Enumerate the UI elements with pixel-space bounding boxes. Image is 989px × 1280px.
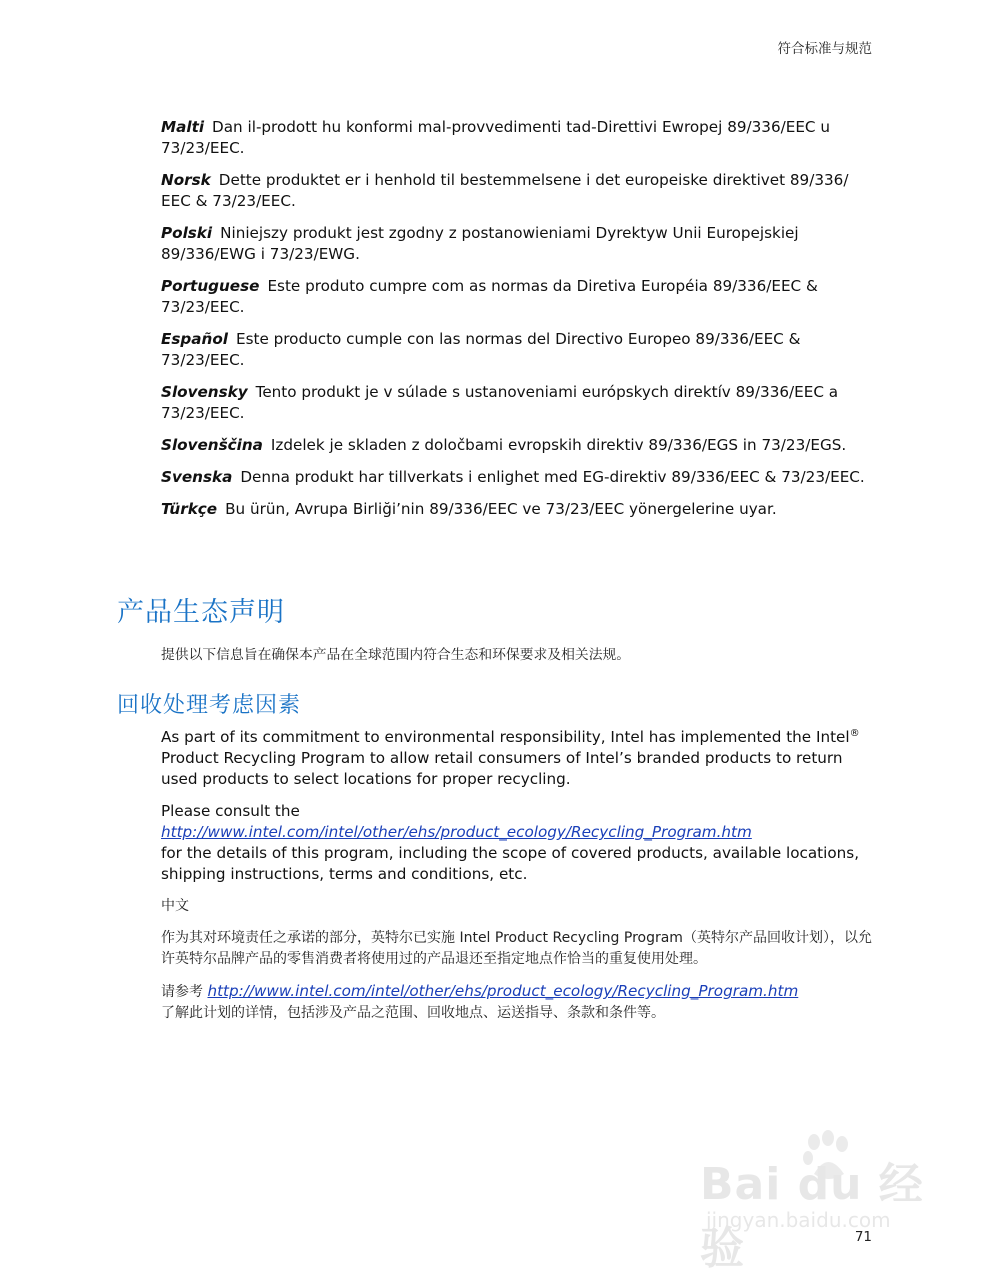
chinese-label: 中文 bbox=[161, 898, 189, 914]
lang-name: Slovenščina bbox=[161, 436, 263, 454]
header-title: 符合标准与规范 bbox=[777, 41, 872, 57]
lang-text: Dan il-prodott hu konformi mal-provvedimenti tad-Direttivi Ewropej 89/336/EEC u 73/23/EEC. bbox=[161, 118, 830, 157]
lang-espanol bbox=[161, 329, 876, 371]
lang-name: Polski bbox=[161, 224, 213, 242]
recycling-program-link-cn[interactable]: http://www.intel.com/intel/other/ehs/product_ecology/Recycling_Program.htm bbox=[207, 982, 799, 1000]
eco-heading: 产品生态声明 bbox=[117, 597, 285, 628]
lang-slovensky bbox=[161, 382, 876, 424]
lang-name: Türkçe bbox=[161, 500, 218, 518]
lang-norsk bbox=[161, 170, 876, 212]
lang-portuguese bbox=[161, 276, 876, 318]
lang-malti bbox=[161, 117, 876, 159]
recycling-para-1 bbox=[161, 727, 876, 790]
lang-name: Svenska bbox=[161, 468, 233, 486]
lang-name: Malti bbox=[161, 118, 205, 136]
lang-text: Denna produkt har tillverkats i enlighet med EG-direktiv 89/336/EEC & 73/23/EEC. bbox=[240, 468, 865, 486]
lang-name: Slovensky bbox=[161, 383, 248, 401]
lang-text: Bu ürün, Avrupa Birliği’nin 89/336/EEC ve 73/23/EEC yönergelerine uyar. bbox=[225, 500, 777, 518]
para2-lead: Please consult the bbox=[161, 802, 300, 820]
cn-para2-lead: 请参考 bbox=[161, 984, 203, 1000]
baidu-watermark bbox=[700, 1130, 940, 1274]
lang-text: Este produto cumpre com as normas da Diretiva Européia 89/336/EEC & 73/23/EEC. bbox=[161, 277, 818, 316]
lang-name: Español bbox=[161, 330, 228, 348]
lang-text: Dette produktet er i henhold til bestemmelsene i det europeiske direktivet 89/336/ EEC & 73/23/EEC. bbox=[161, 171, 849, 210]
cn-para2-tail: 了解此计划的详情，包括涉及产品之范围、回收地点、运送指导、条款和条件等。 bbox=[161, 1005, 665, 1021]
recycling-para-2 bbox=[161, 801, 876, 885]
lang-svenska bbox=[161, 467, 876, 488]
page-number: 71 bbox=[854, 1229, 872, 1245]
chinese-para-1: 作为其对环境责任之承诺的部分，英特尔已实施 Intel Product Recycling Program（英特尔产品回收计划），以允许英特尔品牌产品的零售消费者将使用过的产品退还至指定地点作恰当的重复使用处理。 bbox=[161, 930, 872, 967]
recycling-body bbox=[161, 727, 876, 1035]
lang-name: Portuguese bbox=[161, 277, 260, 295]
lang-name: Norsk bbox=[161, 171, 211, 189]
lang-text: Izdelek je skladen z določbami evropskih direktiv 89/336/EGS in 73/23/EGS. bbox=[270, 436, 847, 454]
lang-slovenscina bbox=[161, 435, 876, 456]
eco-intro: 提供以下信息旨在确保本产品在全球范围内符合生态和环保要求及相关法规。 bbox=[161, 647, 631, 663]
watermark-url: jingyan.baidu.com bbox=[706, 1208, 891, 1232]
lang-turkce bbox=[161, 499, 876, 520]
lang-text: Este producto cumple con las normas del Directivo Europeo 89/336/EEC & 73/23/EEC. bbox=[161, 330, 801, 369]
para2-tail: for the details of this program, including the scope of covered products, available locations, shipping instructions, terms and conditions, etc. bbox=[161, 844, 860, 883]
language-list bbox=[161, 117, 876, 531]
watermark-brand: Bai du 经验 bbox=[700, 1159, 924, 1274]
chinese-para-2 bbox=[161, 981, 876, 1024]
recycling-heading: 回收处理考虑因素 bbox=[117, 693, 302, 718]
para1-text: As part of its commitment to environmental responsibility, Intel has implemented the Intel bbox=[161, 728, 850, 746]
recycling-program-link[interactable]: http://www.intel.com/intel/other/ehs/product_ecology/Recycling_Program.htm bbox=[161, 823, 752, 841]
lang-polski bbox=[161, 223, 876, 265]
lang-text: Tento produkt je v súlade s ustanoveniami európskych direktív 89/336/EEC a 73/23/EEC. bbox=[161, 383, 839, 422]
lang-text: Niniejszy produkt jest zgodny z postanowieniami Dyrektyw Unii Europejskiej 89/336/EWG i 73/23/EWG. bbox=[161, 224, 799, 263]
para1-text-rest: Product Recycling Program to allow retail consumers of Intel’s branded products to return used products to select locations for proper recycling. bbox=[161, 749, 843, 788]
registered-mark: ® bbox=[849, 727, 860, 739]
